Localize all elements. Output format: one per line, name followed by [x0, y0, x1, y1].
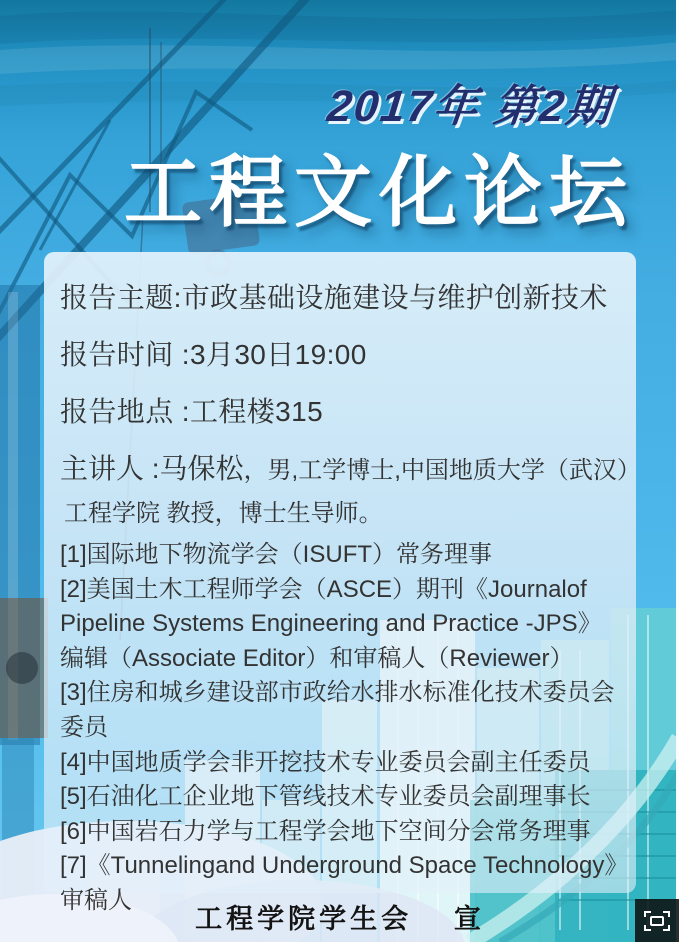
report-info-panel [44, 252, 641, 914]
credential-line: [5]石油化工企业地下管线技术专业委员会副理事长 [60, 783, 591, 811]
credential-line: Pipeline Systems Engineering and Practice -JPS》 [60, 610, 602, 638]
speaker-line2: 工程学院 教授，博士生导师。 [64, 500, 383, 527]
frame-capture-icon [644, 911, 670, 931]
credential-line: 审稿人 [60, 886, 132, 914]
credential-line: [2]美国土木工程师学会（ASCE）期刊《Journalof [60, 575, 587, 603]
issue-line: 2017年 第2期 [324, 82, 615, 131]
speaker-line [60, 447, 641, 487]
report-time: 报告时间 :3月30日19:00 [60, 339, 367, 370]
speaker-detail: ，男,工学博士,中国地质大学（武汉） [243, 457, 641, 484]
poster-title: 工程文化论坛 [124, 147, 635, 238]
credential-line: [6]中国岩石力学与工程学会地下空间分会常务理事 [60, 817, 591, 845]
credentials-list [60, 538, 634, 919]
credential-line: [3]住房和城乡建设部市政给水排水标准化技术委员会 [60, 679, 615, 707]
credential-line: [7]《Tunnelingand Underground Space Technology》 [60, 852, 629, 880]
region-capture-button[interactable] [635, 899, 679, 942]
credential-line: [4]中国地质学会非开挖技术专业委员会副主任委员 [60, 748, 591, 776]
speaker-name: 主讲人 :马保松 [60, 453, 244, 484]
credential-line: 编辑（Associate Editor）和审稿人（Reviewer） [60, 644, 574, 672]
report-topic: 报告主题:市政基础设施建设与维护创新技术 [60, 282, 608, 313]
credential-line: [1]国际地下物流学会（ISUFT）常务理事 [60, 541, 493, 568]
publisher-line: 工程学院学生会 宣 [195, 904, 485, 934]
credential-line: 委员 [60, 713, 108, 741]
report-location: 报告地点 :工程楼315 [60, 396, 324, 427]
